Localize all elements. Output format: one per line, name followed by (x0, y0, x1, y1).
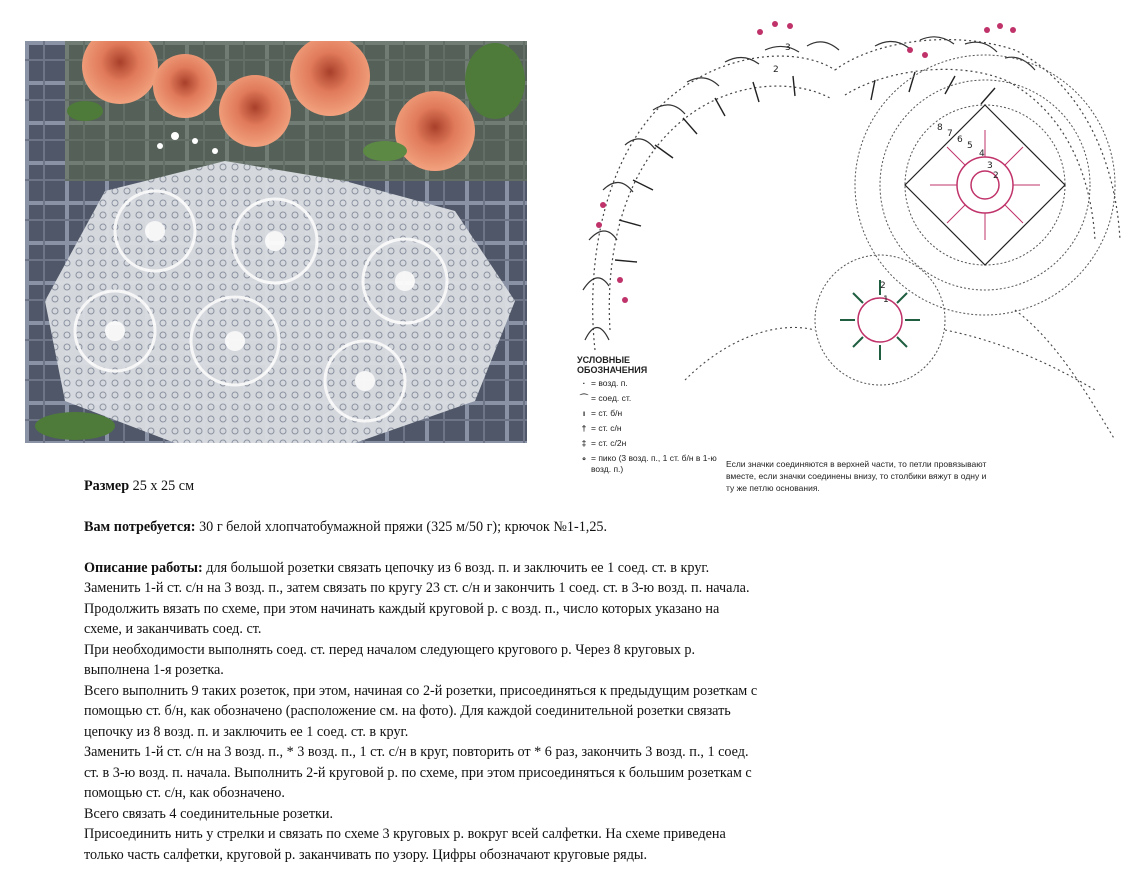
doily-photo (25, 41, 527, 443)
chart-legend (577, 355, 727, 479)
round-number: 3 (987, 161, 993, 171)
description-line: только часть салфетки, круговой р. заканчивать по узору. Цифры обозначают круговые ряды. (84, 846, 647, 863)
legend-item (577, 408, 727, 419)
materials-value: 30 г белой хлопчатобумажной пряжи (325 м/50 г); крючок №1-1,25. (195, 519, 608, 535)
single-crochet-symbol: ı (582, 408, 586, 418)
description-label: Описание работы: (84, 559, 203, 576)
round-number: 3 (785, 43, 791, 53)
legend-item (577, 453, 727, 475)
description-line: схеме, и заканчивать соед. ст. (84, 621, 262, 637)
materials-line (84, 517, 884, 538)
size-line (84, 476, 884, 497)
description-line (84, 558, 884, 579)
description-text: для большой розетки связать цепочку из 6 возд. п. и заключить ее 1 соед. ст. в круг. (202, 559, 710, 576)
legend-text: = ст. с/2н (591, 438, 627, 448)
size-value: 25 х 25 см (129, 478, 195, 494)
legend-text: = пико (3 возд. п., 1 ст. б/н в 1-ю возд. п.) (591, 453, 717, 474)
round-number: 2 (773, 65, 779, 75)
description-line: помощью ст. с/н, как обозначено. (84, 785, 285, 801)
round-number: 2 (880, 281, 886, 291)
legend-title: УСЛОВНЫЕ ОБОЗНАЧЕНИЯ (577, 355, 648, 375)
size-label: Размер (84, 478, 130, 494)
description-line: Присоединить нить у стрелки и связать по схеме 3 круговых р. вокруг всей салфетки. На схеме приведена (84, 826, 726, 842)
description-line: ст. в 3-ю возд. п. начала. Выполнить 2-й круговой р. по схеме, при этом присоединяться к большим розеткам с (84, 764, 752, 781)
description-line: Всего выполнить 9 таких розеток, при этом, начиная со 2-й розетки, присоединяться к предыдущим розеткам с (84, 682, 758, 699)
legend-text: = возд. п. (591, 378, 628, 388)
double-crochet-symbol: † (581, 423, 587, 433)
round-number: 8 (937, 123, 943, 133)
legend-item (577, 378, 727, 389)
description-line: Продолжить вязать по схеме, при этом начинать каждый круговой р. с возд. п., число которых указано на (84, 600, 720, 617)
chain-symbol: · (582, 378, 586, 388)
round-number: 7 (947, 129, 953, 139)
legend-item (577, 423, 727, 434)
description-line: помощью ст. б/н, как обозначено (расположение см. на фото). Для каждой соединительной розетки связать (84, 703, 731, 719)
description-line: Заменить 1-й ст. с/н на 3 возд. п., затем связать по кругу 23 ст. с/н и закончить 1 соед. ст. в 3-ю возд. п. начала. (84, 580, 750, 596)
picot-symbol: ∘ (581, 453, 587, 463)
chart-note: Если значки соединяются в верхней части, то петли провязывают вместе, если значки соединены внизу, то столбики вяжут в одну и ту же петлю основания. (726, 459, 987, 493)
description-line: При необходимости выполнять соед. ст. перед началом следующего кругового р. Через 8 круговых р. (84, 641, 696, 658)
legend-item (577, 438, 727, 449)
instructions (84, 476, 884, 865)
description-line: цепочку из 8 возд. п. и заключить ее 1 соед. ст. в круг. (84, 723, 409, 740)
materials-label: Вам потребуется: (84, 519, 196, 535)
legend-item (577, 393, 727, 404)
legend-text: = ст. б/н (591, 408, 623, 418)
description-line: Заменить 1-й ст. с/н на 3 возд. п., * 3 возд. п., 1 ст. с/н в круг, повторить от * 6 раз, закончить 3 возд. п., 1 соед. (84, 744, 749, 760)
round-number: 6 (957, 135, 963, 145)
description-line: Всего связать 4 соединительные розетки. (84, 805, 334, 822)
round-number: 1 (883, 295, 889, 305)
round-number: 5 (967, 141, 973, 151)
round-number: 2 (993, 171, 999, 181)
description-line: выполнена 1-я розетка. (84, 662, 224, 678)
round-number: 4 (979, 149, 985, 159)
treble-crochet-symbol: ‡ (581, 438, 587, 448)
legend-text: = соед. ст. (591, 393, 632, 403)
slip-stitch-symbol: ⌒ (579, 393, 589, 403)
legend-text: = ст. с/н (591, 423, 622, 433)
